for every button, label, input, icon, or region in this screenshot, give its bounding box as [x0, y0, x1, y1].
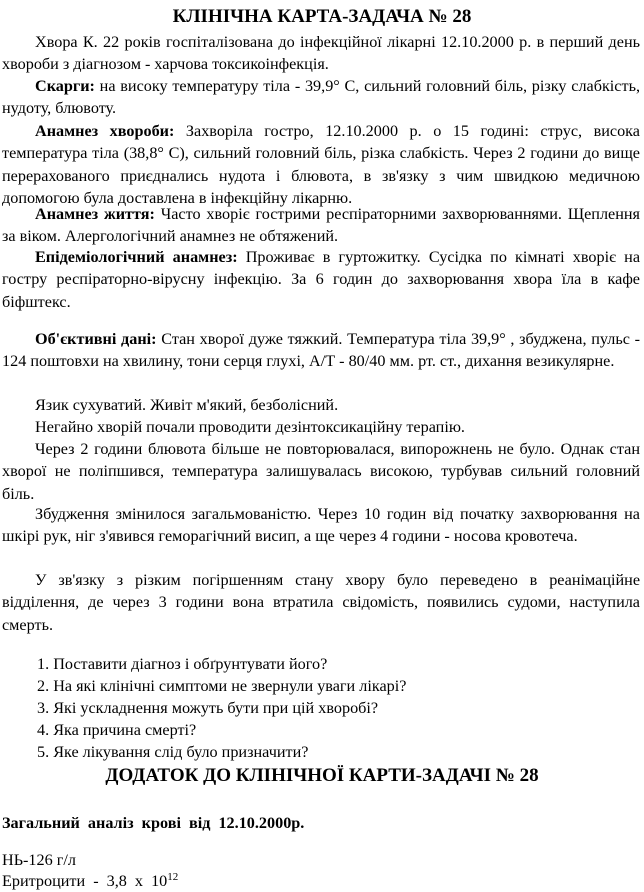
deterioration-paragraph: Збудження змінилося загальмованістю. Через 10 годин від початку захворювання на шкірі рук, ніг з'явився геморагічний висип, а ще через 4 години - носова кровотеча. — [2, 505, 640, 546]
objective-label: Об'єктивні дані: — [35, 330, 157, 348]
life-history-paragraph — [2, 203, 640, 248]
therapy-paragraph: Негайно хворій почали проводити дезінтоксикаційну терапію. — [35, 418, 465, 436]
blood-test-title: Загальний аналіз крові від 12.10.2000р. — [2, 814, 305, 832]
hemoglobin-value: НЬ-126 г/л — [2, 851, 76, 869]
complaints-text: на високу температуру тіла - 39,9° С, сильний головний біль, різку слабкість, нудоту, блювоту. — [2, 77, 640, 118]
epid-history-label: Епідеміологічний анамнез: — [35, 248, 238, 266]
intro-paragraph: Хвора К. 22 років госпіталізована до інфекційної лікарні 12.10.2000 р. в перший день хвороби з діагнозом - харчова токсикоінфекція. — [2, 33, 640, 74]
question-item: 1. Поставити діагноз і обґрунтувати його? — [37, 655, 328, 673]
erythrocytes-value — [2, 870, 178, 892]
epid-history-text: Проживає в гуртожитку. Сусідка по кімнаті хворіє на гостру респіраторно-вірусну інфекцію. За 6 годин до захворювання хвора їла в кафе біфштекс. — [2, 248, 640, 311]
disease-history-text: Захворіла гостро, 12.10.2000 р. о 15 годині: струс, висока температура тіла (38,8° С), сильний головний біль, різка слабкість. Через 2 години до вище перерахованого приєднались нудота і блювота, в зв'язку з чим швидкою медичною допомогою була доставлена в інфекційну лікарню. — [2, 122, 640, 208]
complaints-paragraph — [2, 75, 640, 120]
life-history-label: Анамнез життя: — [35, 205, 155, 223]
document-title: КЛІНІЧНА КАРТА-ЗАДАЧА № 28 — [172, 6, 472, 27]
disease-history-label: Анамнез хвороби: — [35, 122, 175, 140]
question-item: 3. Які ускладнення можуть бути при цій хворобі? — [37, 699, 379, 717]
life-history-text: Часто хворіє гострими респіраторними захворюваннями. Щеплення за віком. Алергологічний анамнез не обтяжений. — [2, 205, 640, 246]
epid-history-paragraph — [2, 246, 640, 313]
objective-paragraph — [2, 328, 640, 373]
disease-history-paragraph — [2, 120, 640, 210]
complaints-label: Скарги: — [35, 77, 95, 95]
question-item: 5. Яке лікування слід було призначити? — [37, 743, 309, 761]
exam-paragraph: Язик сухуватий. Живіт м'який, безболісний. — [35, 396, 339, 414]
question-item: 2. На які клінічні симптоми не звернули уваги лікарі? — [37, 677, 407, 695]
erythrocytes-exponent: 12 — [167, 871, 179, 883]
objective-text: Стан хворої дуже тяжкий. Температура тіла 39,9° , збуджена, пульс - 124 поштовхи на хвилину, тони серця глухі, А/Т - 80/40 мм. рт. ст., дихання везикулярне. — [2, 330, 640, 371]
question-item: 4. Яка причина смерті? — [37, 721, 197, 739]
outcome-paragraph: У зв'язку з різким погіршенням стану хвору було переведено в реанімаційне відділення, де через 3 години вона втратила свідомість, появились судоми, наступила смерть. — [2, 571, 640, 634]
appendix-title: ДОДАТОК ДО КЛІНІЧНОЇ КАРТИ-ЗАДАЧІ № 28 — [105, 765, 539, 786]
course-paragraph: Через 2 години блювота більше не повторювалася, випорожнень не було. Однак стан хворої не поліпшився, температура залишувалась високою, турбував сильний головний біль. — [2, 440, 640, 503]
erythrocytes-text: Еритроцити - 3,8 х 10 — [2, 872, 168, 890]
